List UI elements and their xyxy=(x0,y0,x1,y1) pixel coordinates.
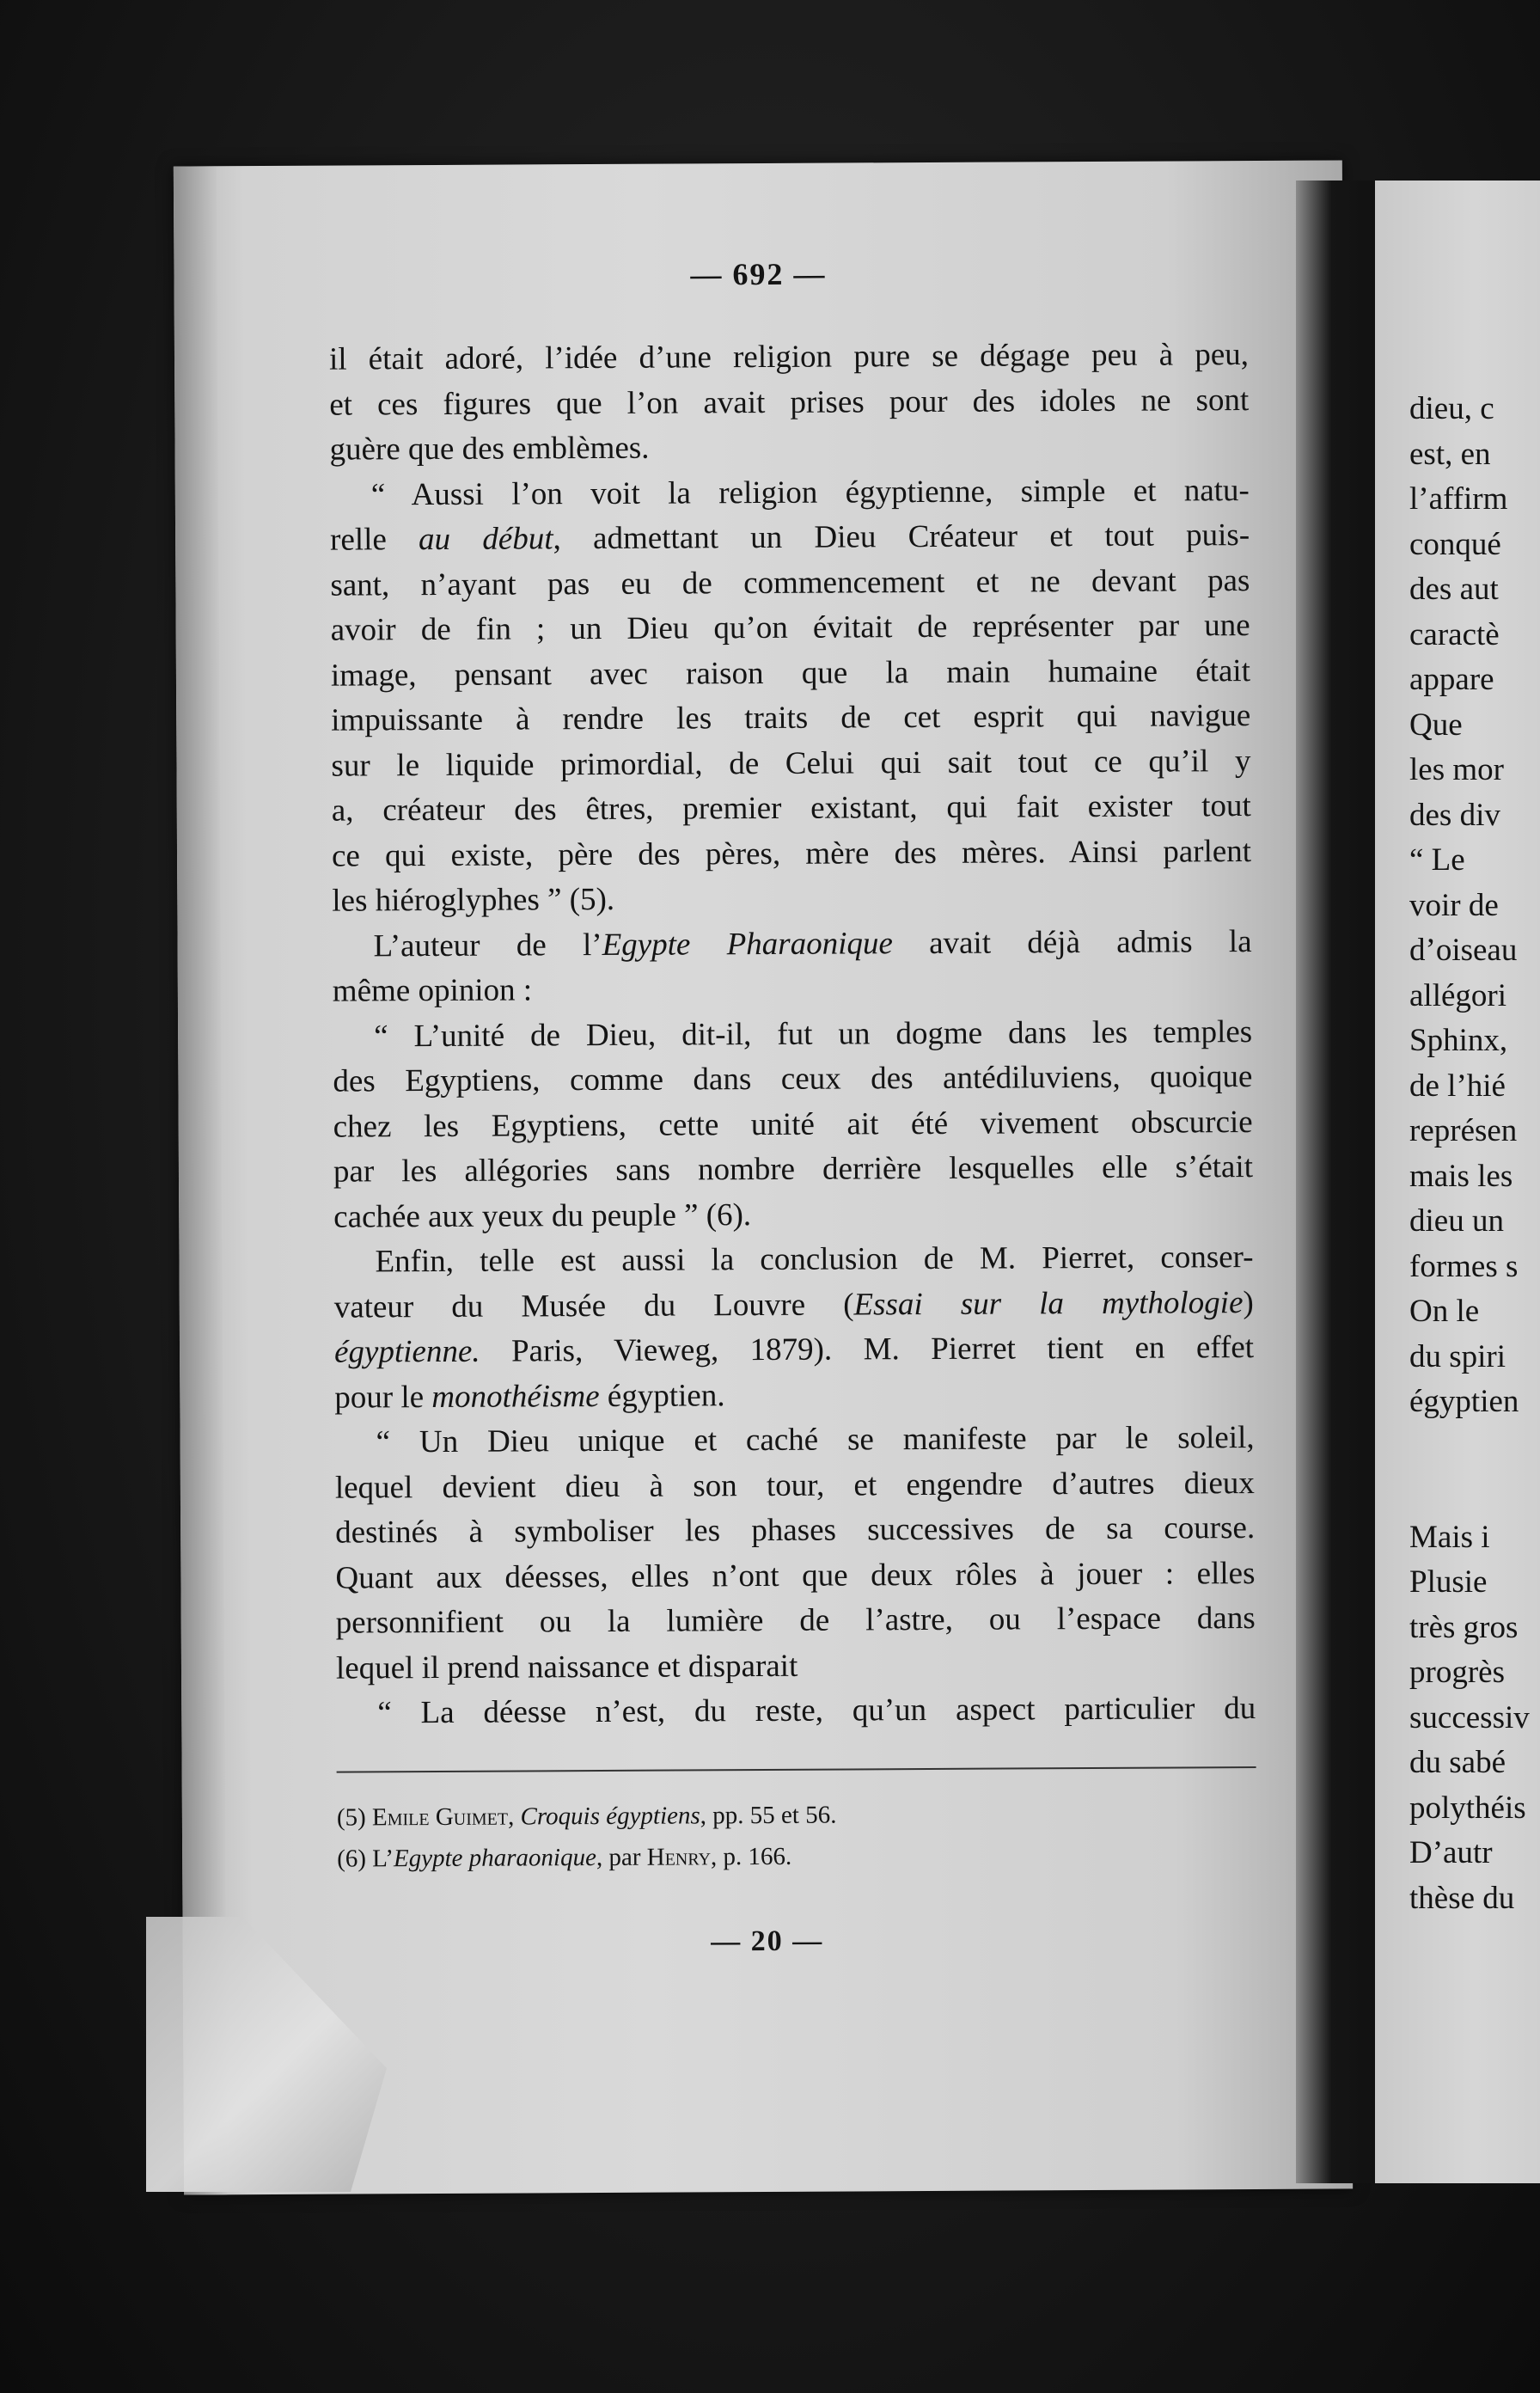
text-line: “ Aussi l’on voit la religion égyptienne, simple et natu- xyxy=(370,472,1250,512)
text-line: personnifient ou la lumière de l’astre, ou l’espace dans xyxy=(335,1600,1256,1641)
right-page-line: caractè xyxy=(1409,616,1500,652)
right-page-line: du spiri xyxy=(1409,1338,1506,1374)
italic-phrase: au début xyxy=(418,521,553,558)
text-fragment: relle xyxy=(330,522,419,558)
text-line: “ Un Dieu unique et caché se manifeste par le soleil, xyxy=(376,1420,1255,1460)
italic-title: Essai sur la mythologie xyxy=(853,1284,1244,1322)
right-page-line: thèse du xyxy=(1409,1880,1515,1916)
text-fragment: vateur du Musée du Louvre ( xyxy=(333,1286,854,1325)
text-line: Enfin, telle est aussi la conclusion de M. Pierret, conser- xyxy=(375,1239,1254,1280)
right-page-line xyxy=(1409,1425,1530,1471)
book-page-left xyxy=(174,160,1353,2194)
text-line: il était adoré, l’idée d’une religion pure se dégage peu à peu, xyxy=(328,337,1250,377)
footnote-rest: , p. 166. xyxy=(710,1842,792,1871)
right-page-line: “ Le xyxy=(1409,842,1465,878)
right-page-line: progrès xyxy=(1409,1655,1505,1690)
text-line: même opinion : xyxy=(332,972,533,1009)
text-fragment: Paris, Vieweg, 1879). M. Pierret tient en effet xyxy=(480,1330,1255,1369)
right-page-line: Plusie xyxy=(1409,1564,1488,1600)
right-page-line: formes s xyxy=(1409,1248,1519,1284)
text-line: des Egyptiens, comme dans ceux des antédiluviens, quoique xyxy=(333,1059,1253,1099)
right-page-line: Sphinx, xyxy=(1409,1023,1508,1058)
italic-title: Egypte Pharaonique xyxy=(602,925,893,963)
right-page-line: du sabé xyxy=(1409,1745,1506,1780)
footnote-title: Croquis égyptiens xyxy=(520,1802,700,1831)
text-line: chez les Egyptiens, cette unité ait été vivement obscurcie xyxy=(333,1104,1253,1145)
text-line: avoir de fin ; un Dieu qu’on évitait de représenter par une xyxy=(330,608,1250,648)
text-line: par les allégories sans nombre derrière lesquelles elle s’était xyxy=(333,1149,1254,1190)
text-fragment: , admettant un Dieu Créateur et tout puis- xyxy=(553,517,1250,557)
footnote-mid: , par xyxy=(596,1843,647,1872)
text-fragment: ) xyxy=(1243,1284,1254,1320)
right-page-line: mais les xyxy=(1409,1158,1513,1194)
right-page-line: allégori xyxy=(1409,977,1507,1013)
right-page-line: Que xyxy=(1409,707,1463,743)
footnotes xyxy=(337,1792,1256,1880)
footnote-rule xyxy=(337,1766,1256,1773)
right-page-line: D’autr xyxy=(1409,1835,1493,1870)
text-line: et ces figures que l’on avait prises pour des idoles ne sont xyxy=(329,382,1250,423)
right-page-line: polythéis xyxy=(1409,1790,1526,1826)
right-page-line: des aut xyxy=(1409,572,1499,607)
right-page-line: égyptien xyxy=(1409,1384,1519,1419)
text-line: “ L’unité de Dieu, dit-il, fut un dogme dans les temples xyxy=(374,1013,1253,1054)
footnote: (5) Emile Guimet, Croquis égyptiens, pp. 55 et 56. xyxy=(336,1801,837,1832)
text-line: les hiéroglyphes ” (5). xyxy=(332,881,615,919)
right-page-line: dieu, c xyxy=(1409,391,1494,426)
footnote-prefix: L’ xyxy=(372,1845,394,1873)
italic-word: monothéisme xyxy=(431,1378,600,1415)
footnote-title: Egypte pharaonique xyxy=(393,1844,597,1873)
text-line: image, pensant avec raison que la main humaine était xyxy=(330,652,1251,694)
text-fragment: L’auteur de l’ xyxy=(373,927,602,964)
footnote-author: Henry xyxy=(646,1843,712,1871)
text-line: impuissante à rendre les traits de cet esprit qui navigue xyxy=(331,698,1251,738)
italic-title: égyptienne. xyxy=(333,1333,480,1370)
text-line: lequel il prend naissance et disparait xyxy=(335,1648,798,1686)
right-page-line: très gros xyxy=(1409,1609,1519,1645)
right-page-line: des div xyxy=(1409,797,1500,833)
footnote-rest: , pp. 55 et 56. xyxy=(700,1801,837,1830)
right-page-line: représen xyxy=(1409,1113,1518,1148)
page-number-top: — 692 — xyxy=(690,256,827,292)
text-line: ce qui existe, père des pères, mère des mères. Ainsi parlent xyxy=(331,833,1252,874)
right-page-line: appare xyxy=(1409,662,1494,697)
text-line xyxy=(334,1371,1254,1421)
footnote xyxy=(337,1833,1256,1880)
text-fragment: avait déjà admis la xyxy=(892,923,1252,961)
text-line: a, créateur des êtres, premier existant, qui fait exister tout xyxy=(331,788,1251,829)
book-page-right xyxy=(1375,181,1540,2183)
text-line xyxy=(334,1281,1254,1331)
right-page-line: l’affirm xyxy=(1409,481,1508,517)
text-line: Quant aux déesses, elles n’ont que deux rôles à jouer : elles xyxy=(335,1555,1256,1596)
text-line: destinés à symboliser les phases successives de sa course. xyxy=(335,1510,1256,1551)
text-line: guère que des emblèmes. xyxy=(329,430,650,468)
text-line: sur le liquide primordial, de Celui qui sait tout ce qu’il y xyxy=(331,743,1251,784)
book-gutter xyxy=(1296,181,1375,2183)
body-text xyxy=(329,333,1256,1736)
footnote-number: (5) xyxy=(336,1803,366,1832)
right-page-line: successiv xyxy=(1409,1699,1530,1735)
footnote-number: (6) xyxy=(337,1845,367,1873)
right-page-line xyxy=(1409,1470,1530,1515)
text-line: lequel devient dieu à son tour, et engendre d’autres dieux xyxy=(334,1465,1255,1506)
footnote-author: Emile Guimet xyxy=(371,1802,509,1832)
right-page-line: d’oiseau xyxy=(1409,933,1518,968)
right-page-line: Mais i xyxy=(1409,1519,1490,1555)
right-page-line: On le xyxy=(1409,1294,1480,1329)
page-number-bottom: — 20 — xyxy=(711,1925,824,1958)
right-page-line: est, en xyxy=(1409,436,1491,472)
text-fragment: pour le xyxy=(334,1379,432,1416)
text-fragment: égyptien. xyxy=(599,1377,725,1414)
text-line: “ La déesse n’est, du reste, qu’un aspect particulier du xyxy=(377,1691,1256,1731)
right-page-line: les mor xyxy=(1409,752,1504,787)
right-page-line: conqué xyxy=(1409,526,1501,562)
text-line xyxy=(330,513,1250,563)
text-line: sant, n’ayant pas eu de commencement et ne devant pas xyxy=(330,562,1250,603)
right-page-line: voir de xyxy=(1409,887,1499,923)
text-line xyxy=(334,1325,1254,1375)
text-line: cachée aux yeux du peuple ” (6). xyxy=(333,1196,752,1235)
right-page-text xyxy=(1409,387,1530,1921)
text-line xyxy=(332,920,1251,970)
right-page-line: de l’hié xyxy=(1409,1068,1506,1104)
right-page-line: dieu un xyxy=(1409,1203,1504,1239)
